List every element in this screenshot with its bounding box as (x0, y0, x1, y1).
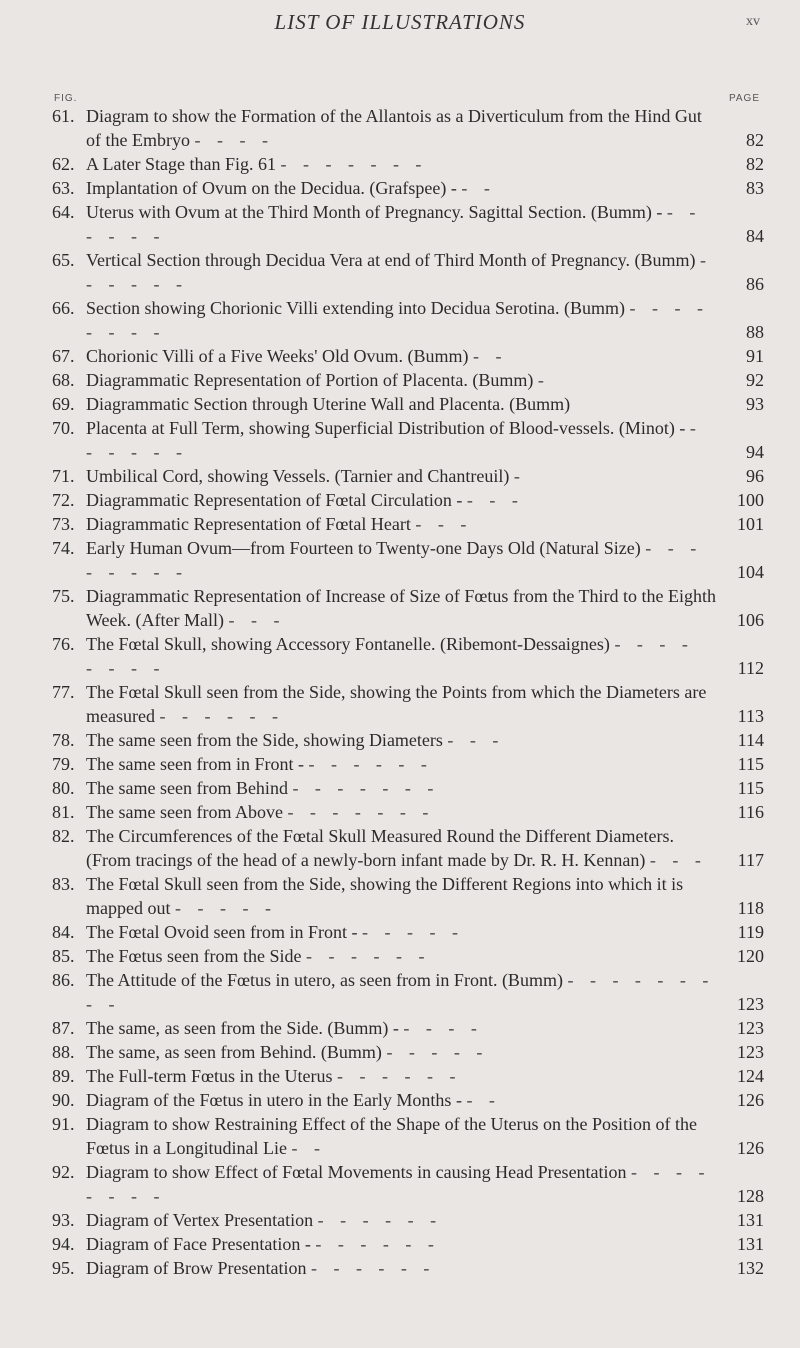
page-number: 120 (737, 946, 764, 966)
figure-number: 89. (52, 1066, 75, 1086)
list-item (52, 200, 764, 248)
list-item (52, 968, 764, 1016)
dot-leaders: - - - (466, 490, 524, 510)
page-number: 115 (737, 778, 764, 798)
page-number: 96 (746, 466, 764, 486)
dot-leaders: - - - - - - (86, 202, 702, 246)
list-item (52, 800, 764, 824)
figure-number: 92. (52, 1162, 75, 1182)
dot-leaders: - - (466, 1090, 501, 1110)
figure-caption: The Fœtal Skull seen from the Side, showing the Points from which the Diameters are measured (86, 682, 707, 726)
page-number: 131 (737, 1234, 764, 1254)
page-number: 119 (737, 922, 764, 942)
list-item (52, 248, 764, 296)
figure-caption: The Full-term Fœtus in the Uterus (86, 1066, 333, 1086)
list-item (52, 536, 764, 584)
dot-leaders: - - - - - - (336, 1066, 462, 1086)
page-number: 113 (737, 706, 764, 726)
page-number: 124 (737, 1066, 764, 1086)
page-number: 126 (737, 1138, 764, 1158)
page-number: 84 (746, 226, 764, 246)
dot-leaders: - - - - - - - (287, 802, 435, 822)
page-number: 123 (737, 1042, 764, 1062)
figure-number: 81. (52, 802, 75, 822)
list-item (52, 296, 764, 344)
list-item (52, 1256, 764, 1280)
list-item (52, 1232, 764, 1256)
page-number: 112 (737, 658, 764, 678)
figure-number: 95. (52, 1258, 75, 1278)
page-number: 114 (737, 730, 764, 750)
page-number: 86 (746, 274, 764, 294)
dot-leaders: - - - - - - (305, 946, 431, 966)
dot-leaders: - - - - - - (86, 250, 713, 294)
dot-leaders: - - - - - (386, 1042, 489, 1062)
dot-leaders: - - - - - - - - (86, 538, 703, 582)
page-number: 132 (737, 1258, 764, 1278)
page-number: 91 (746, 346, 764, 366)
page-number: 83 (746, 178, 764, 198)
figure-caption: Chorionic Villi of a Five Weeks' Old Ovum. (Bumm) (86, 346, 469, 366)
figure-number: 77. (52, 682, 75, 702)
dot-leaders: - - (473, 346, 508, 366)
figure-number: 75. (52, 586, 75, 606)
page-number: 82 (746, 154, 764, 174)
figure-caption: Diagrammatic Representation of Portion of Placenta. (Bumm) (86, 370, 534, 390)
dot-leaders: - - - - - - (159, 706, 284, 726)
dot-leaders: - - - - - - - - (86, 298, 709, 342)
figure-caption: Diagrammatic Section through Uterine Wall and Placenta. (Bumm) (86, 394, 571, 414)
figure-number: 72. (52, 490, 75, 510)
figure-number: 69. (52, 394, 75, 414)
dot-leaders: - - - - - (174, 898, 277, 918)
fig-column-label: FIG. (54, 93, 78, 104)
figure-caption: Uterus with Ovum at the Third Month of Pregnancy. Sagittal Section. (Bumm) - (86, 202, 663, 222)
list-item (52, 104, 764, 152)
figure-number: 79. (52, 754, 75, 774)
figure-caption: Diagram to show Effect of Fœtal Movements in causing Head Presentation (86, 1162, 627, 1182)
page-number: 118 (737, 898, 764, 918)
illustrations-list (52, 104, 764, 1280)
dot-leaders: - - (291, 1138, 326, 1158)
list-item (52, 464, 764, 488)
figure-caption: Diagram of the Fœtus in utero in the Early Months - (86, 1090, 462, 1110)
list-item (52, 1160, 764, 1208)
figure-number: 93. (52, 1210, 75, 1230)
dot-leaders: - - - - - - (315, 1234, 440, 1254)
page-number: 115 (737, 754, 764, 774)
page-number: 126 (737, 1090, 764, 1110)
page-number: 116 (737, 802, 764, 822)
figure-caption: Diagrammatic Representation of Increase of Size of Fœtus from the Third to the Eighth Week. (After Mall) (86, 586, 716, 630)
list-item (52, 176, 764, 200)
dot-leaders: - - - - - - (310, 1258, 436, 1278)
figure-number: 74. (52, 538, 75, 558)
figure-caption: Early Human Ovum—from Fourteen to Twenty-one Days Old (Natural Size) (86, 538, 641, 558)
list-item (52, 392, 764, 416)
figure-number: 82. (52, 826, 75, 846)
dot-leaders: - - - (447, 730, 505, 750)
list-item (52, 728, 764, 752)
dot-leaders: - - - - (194, 130, 274, 150)
figure-number: 91. (52, 1114, 75, 1134)
page-number: 101 (737, 514, 764, 534)
page-number: 93 (746, 394, 764, 414)
dot-leaders: - - - - - (361, 922, 464, 942)
dot-leaders: - - - - - - - - - (86, 970, 715, 1014)
figure-number: 76. (52, 634, 75, 654)
figure-number: 78. (52, 730, 75, 750)
figure-caption: The same, as seen from Behind. (Bumm) (86, 1042, 382, 1062)
figure-number: 66. (52, 298, 75, 318)
figure-caption: Placenta at Full Term, showing Superficial Distribution of Blood-vessels. (Minot) - (86, 418, 686, 438)
dot-leaders: - - - (228, 610, 286, 630)
list-item (52, 776, 764, 800)
page-number: 88 (746, 322, 764, 342)
dot-leaders: - - - (649, 850, 707, 870)
figure-caption: The same seen from in Front - (86, 754, 304, 774)
dot-leaders: - - - - - - - (292, 778, 440, 798)
figure-caption: Diagram to show the Formation of the Allantois as a Diverticulum from the Hind Gut of the Embryo (86, 106, 702, 150)
dot-leaders: - (513, 466, 526, 486)
list-item (52, 632, 764, 680)
list-item (52, 488, 764, 512)
page-number: 106 (737, 610, 764, 630)
list-item (52, 416, 764, 464)
figure-caption: Diagram to show Restraining Effect of the Shape of the Uterus on the Position of the Fœtus in a Longitudinal Lie (86, 1114, 698, 1158)
figure-caption: The same, as seen from the Side. (Bumm) - (86, 1018, 399, 1038)
figure-caption: The Fœtal Skull, showing Accessory Fontanelle. (Ribemont-Dessaignes) (86, 634, 610, 654)
list-item (52, 1016, 764, 1040)
figure-number: 64. (52, 202, 75, 222)
figure-caption: The Fœtal Skull seen from the Side, showing the Different Regions into which it is mapped out (86, 874, 684, 918)
dot-leaders: - - - - - - (86, 418, 702, 462)
figure-caption: Diagrammatic Representation of Fœtal Heart (86, 514, 411, 534)
figure-number: 61. (52, 106, 75, 126)
list-item (52, 1064, 764, 1088)
figure-caption: The Fœtal Ovoid seen from in Front - (86, 922, 358, 942)
dot-leaders: - - - - - - - - (86, 1162, 711, 1206)
figure-caption: Diagram of Brow Presentation (86, 1258, 307, 1278)
figure-number: 65. (52, 250, 75, 270)
list-item (52, 584, 764, 632)
figure-caption: Umbilical Cord, showing Vessels. (Tarnier and Chantreuil) (86, 466, 510, 486)
page-column-label: PAGE (728, 93, 760, 104)
list-item (52, 344, 764, 368)
figure-number: 73. (52, 514, 75, 534)
figure-number: 88. (52, 1042, 75, 1062)
dot-leaders: - - - - - - (317, 1210, 443, 1230)
figure-caption: Diagram of Vertex Presentation (86, 1210, 314, 1230)
figure-caption: The same seen from Above (86, 802, 283, 822)
list-item (52, 1088, 764, 1112)
list-item (52, 368, 764, 392)
list-item (52, 1208, 764, 1232)
page-number: 82 (746, 130, 764, 150)
page-number: 123 (737, 1018, 764, 1038)
figure-caption: The same seen from the Side, showing Diameters (86, 730, 443, 750)
figure-caption: The Attitude of the Fœtus in utero, as seen from in Front. (Bumm) (86, 970, 563, 990)
figure-number: 86. (52, 970, 75, 990)
figure-caption: The same seen from Behind (86, 778, 288, 798)
page-number: 117 (737, 850, 764, 870)
dot-leaders: - - (461, 178, 496, 198)
figure-caption: The Fœtus seen from the Side (86, 946, 302, 966)
page-number: 131 (737, 1210, 764, 1230)
page-number: 104 (737, 562, 764, 582)
figure-number: 83. (52, 874, 75, 894)
list-item (52, 1112, 764, 1160)
page-number: 128 (737, 1186, 764, 1206)
figure-caption: Vertical Section through Decidua Vera at end of Third Month of Pregnancy. (Bumm) (86, 250, 696, 270)
figure-number: 67. (52, 346, 75, 366)
figure-number: 80. (52, 778, 75, 798)
list-item (52, 944, 764, 968)
figure-number: 84. (52, 922, 75, 942)
figure-number: 87. (52, 1018, 75, 1038)
figure-number: 85. (52, 946, 75, 966)
list-item (52, 152, 764, 176)
dot-leaders: - - - - - - - - (86, 634, 694, 678)
dot-leaders: - - - (415, 514, 473, 534)
page-number: 100 (737, 490, 764, 510)
list-item (52, 872, 764, 920)
figure-caption: Section showing Chorionic Villi extending into Decidua Serotina. (Bumm) (86, 298, 626, 318)
running-header: LIST OF ILLUSTRATIONS (274, 10, 526, 34)
dot-leaders: - (537, 370, 550, 390)
figure-number: 68. (52, 370, 75, 390)
page-number: 94 (746, 442, 764, 462)
dot-leaders: - - - - - - (308, 754, 433, 774)
list-item (52, 920, 764, 944)
figure-caption: A Later Stage than Fig. 61 (86, 154, 276, 174)
page-number: 92 (746, 370, 764, 390)
figure-caption: The Circumferences of the Fœtal Skull Measured Round the Different Diameters. (From tracings of the head of a newly-born infant made by Dr. R. H. Kennan) (86, 826, 674, 870)
figure-number: 94. (52, 1234, 75, 1254)
list-item (52, 512, 764, 536)
list-item (52, 752, 764, 776)
figure-number: 71. (52, 466, 75, 486)
dot-leaders: - - - - - - - (280, 154, 428, 174)
figure-number: 63. (52, 178, 75, 198)
page-folio: xv (746, 14, 760, 29)
figure-caption: Diagrammatic Representation of Fœtal Circulation - (86, 490, 463, 510)
dot-leaders: - - - - (403, 1018, 483, 1038)
figure-number: 90. (52, 1090, 75, 1110)
figure-caption: Diagram of Face Presentation - (86, 1234, 311, 1254)
figure-number: 62. (52, 154, 75, 174)
list-item (52, 1040, 764, 1064)
figure-caption: Implantation of Ovum on the Decidua. (Grafspee) - (86, 178, 457, 198)
figure-number: 70. (52, 418, 75, 438)
page-number: 123 (737, 994, 764, 1014)
list-item (52, 824, 764, 872)
list-item (52, 680, 764, 728)
